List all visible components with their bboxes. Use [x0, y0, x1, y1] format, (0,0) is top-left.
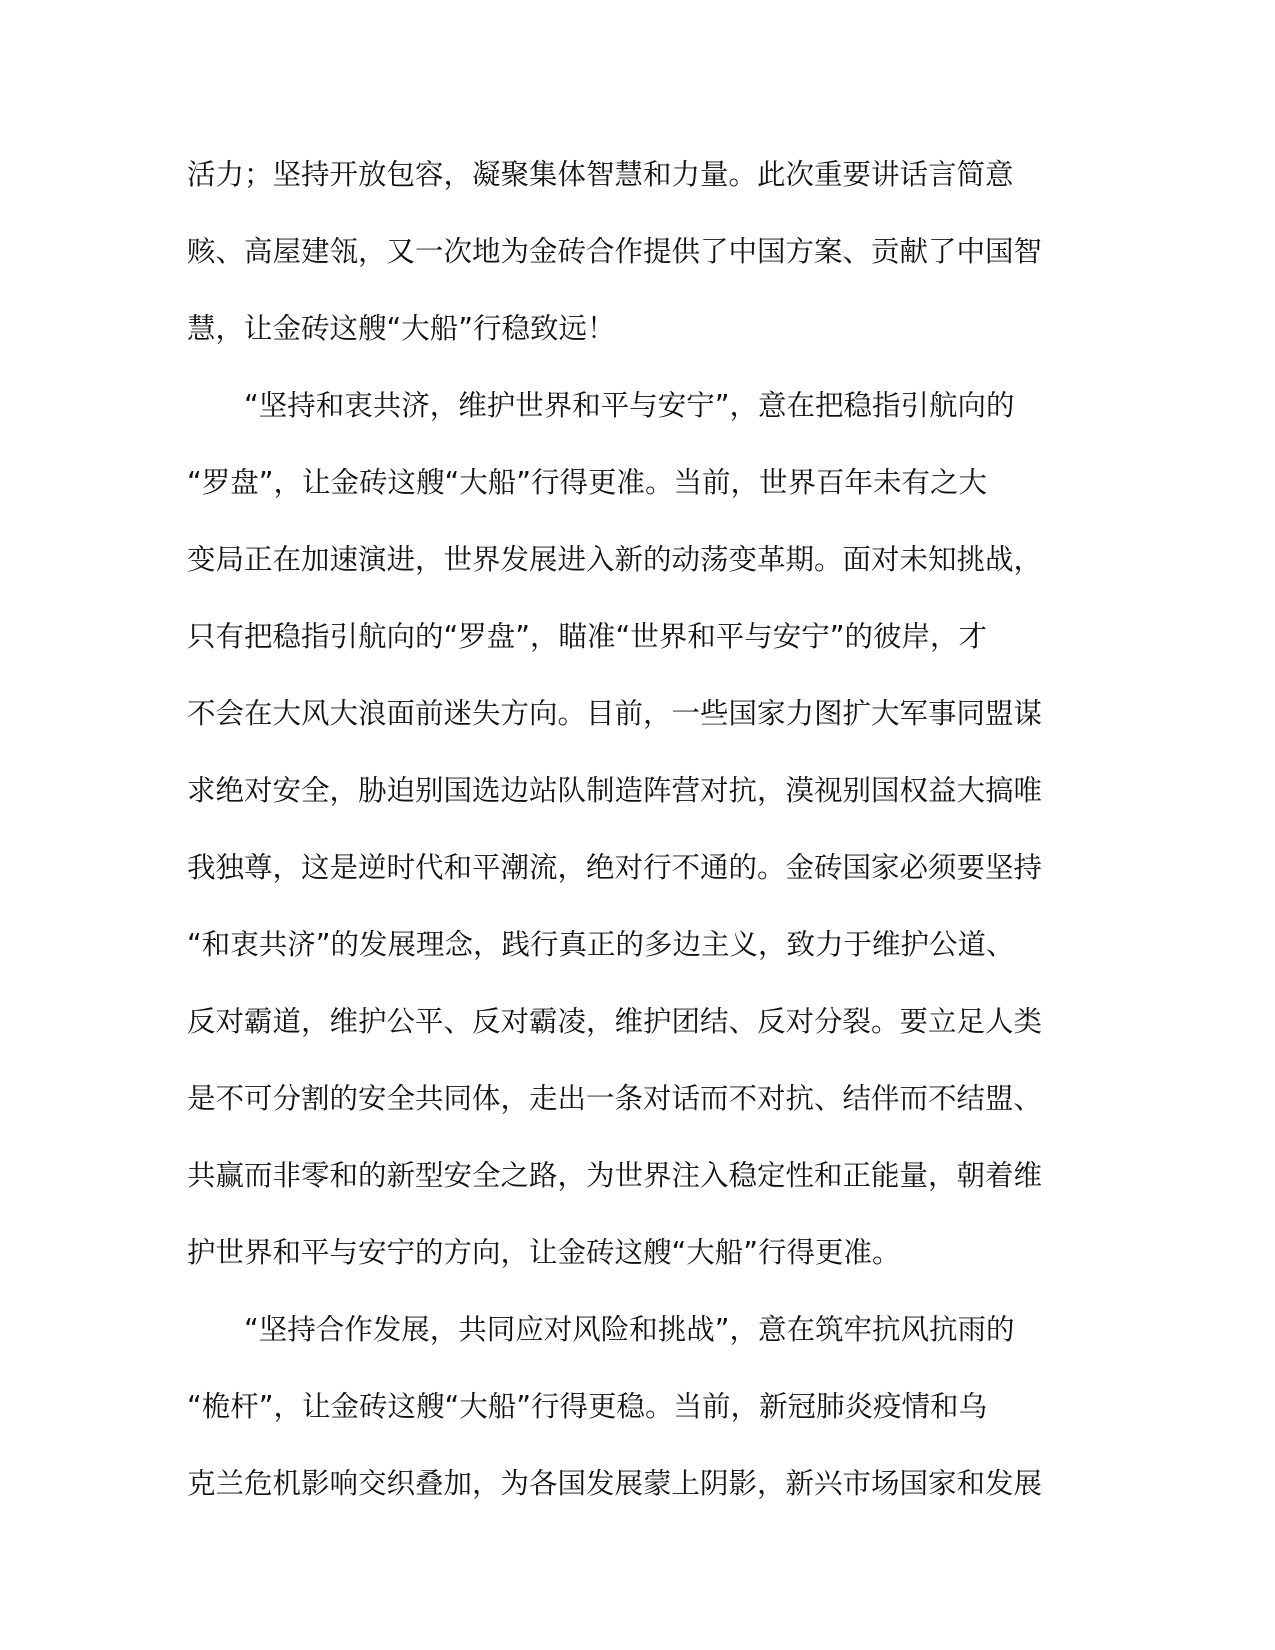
text-line: “坚持合作发展，共同应对风险和挑战”，意在筑牢抗风抗雨的 [187, 1313, 1015, 1346]
text-line: “桅杆”，让金砖这艘“大船”行得更稳。当前，新冠肺炎疫情和乌 [187, 1390, 988, 1423]
text-line: 不会在大风大浪面前迷失方向。目前，一些国家力图扩大军事同盟谋 [187, 697, 1043, 730]
text-line: 慧，让金砖这艘“大船”行稳致远！ [187, 312, 616, 345]
text-line: 变局正在加速演进，世界发展进入新的动荡变革期。面对未知挑战， [187, 543, 1043, 576]
text-line: 克兰危机影响交织叠加，为各国发展蒙上阴影，新兴市场国家和发展 [187, 1467, 1043, 1500]
body-text [187, 136, 1067, 1522]
text-line: 共赢而非零和的新型安全之路，为世界注入稳定性和正能量，朝着维 [187, 1159, 1043, 1192]
text-line: “罗盘”，让金砖这艘“大船”行得更准。当前，世界百年未有之大 [187, 466, 988, 499]
text-line: 只有把稳指引航向的“罗盘”，瞄准“世界和平与安宁”的彼岸，才 [187, 620, 988, 653]
text-line: 护世界和平与安宁的方向，让金砖这艘“大船”行得更准。 [187, 1236, 901, 1269]
text-line: 反对霸道，维护公平、反对霸凌，维护团结、反对分裂。要立足人类 [187, 1005, 1043, 1038]
text-line: 活力；坚持开放包容，凝聚集体智慧和力量。此次重要讲话言简意 [187, 158, 1014, 191]
text-line: 是不可分割的安全共同体，走出一条对话而不对抗、结伴而不结盟、 [187, 1082, 1043, 1115]
text-line: “和衷共济”的发展理念，践行真正的多边主义，致力于维护公道、 [187, 928, 1015, 961]
text-line: 我独尊，这是逆时代和平潮流，绝对行不通的。金砖国家必须要坚持 [187, 851, 1043, 884]
text-line: “坚持和衷共济，维护世界和平与安宁”，意在把稳指引航向的 [187, 389, 1015, 422]
text-line: 赅、高屋建瓴，又一次地为金砖合作提供了中国方案、贡献了中国智 [187, 235, 1043, 268]
text-line: 求绝对安全，胁迫别国选边站队制造阵营对抗，漠视别国权益大搞唯 [187, 774, 1043, 807]
